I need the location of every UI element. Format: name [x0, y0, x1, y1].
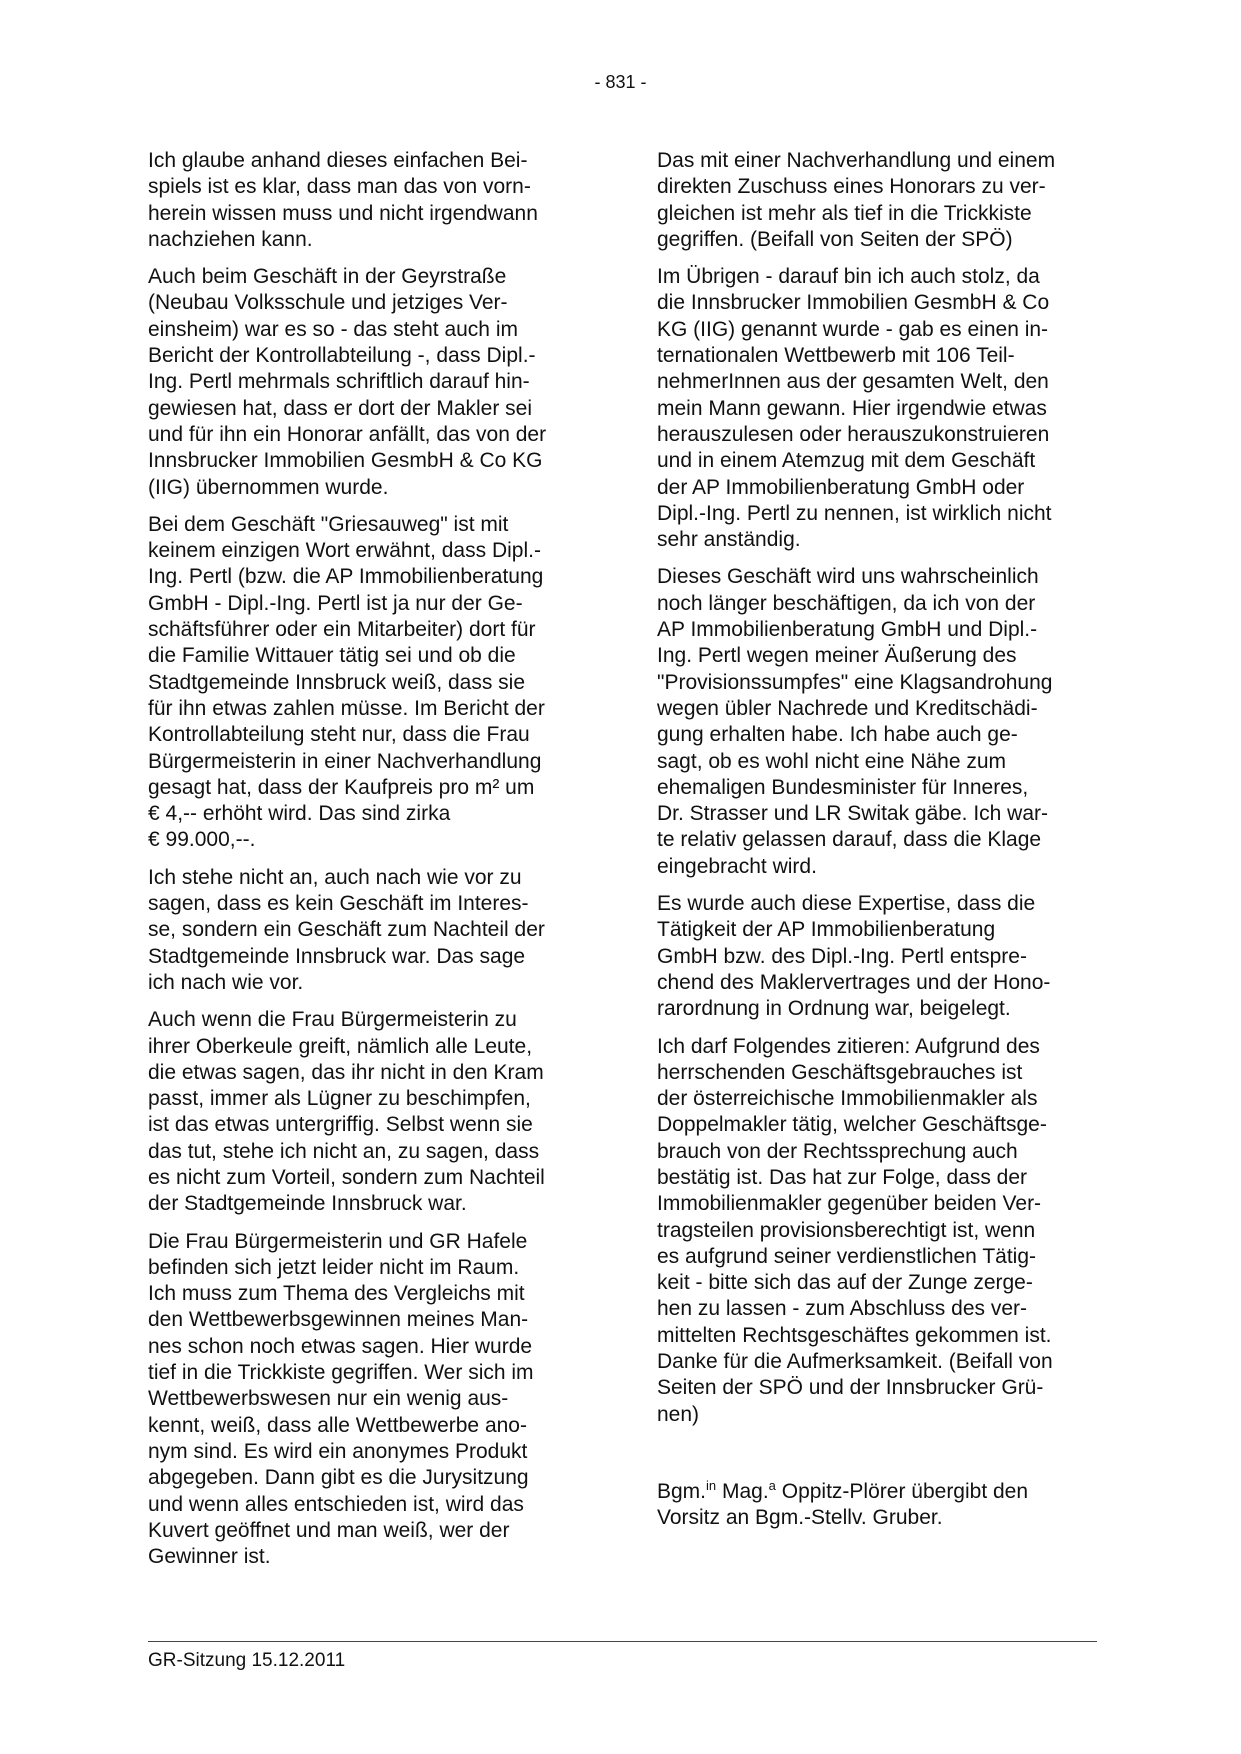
- paragraph: Ich darf Folgendes zitieren: Aufgrund des herrschenden Geschäftsgebrauches ist der österreichische Immobilienmakler als Doppelmakler tätig, welcher Geschäftsge- brauch von der Rechtssprechung auch bestätig ist. Das hat zur Folge, dass der Immobilienmakler gegenüber beiden Ver- tragsteilen provisionsberechtigt ist, wenn es aufgrund seiner verdienstlichen Tätig- keit - bitte sich das auf der Zunge zerge- hen zu lassen - zum Abschluss des ver- mittelten Rechtsgeschäftes gekommen ist. Danke für die Aufmerksamkeit. (Beifall von Seiten der SPÖ und der Innsbrucker Grü- nen): [657, 1034, 1053, 1426]
- statement-title: Bgm.: [657, 1479, 707, 1503]
- left-column: [148, 148, 588, 1581]
- paragraph: Bei dem Geschäft "Griesauweg" ist mit keinem einzigen Wort erwähnt, dass Dipl.- Ing. Pertl (bzw. die AP Immobilienberatung GmbH - Dipl.-Ing. Pertl ist ja nur der Ge- schäftsführer oder ein Mitarbeiter) dort für die Familie Wittauer tätig sei und ob die Stadtgemeinde Innsbruck weiß, dass sie für ihn etwas zahlen müsse. Im Bericht der Kontrollabteilung steht nur, dass die Frau Bürgermeisterin in einer Nachverhandlung gesagt hat, dass der Kaufpreis pro m² um € 4,-- erhöht wird. Das sind zirka € 99.000,--.: [148, 512, 545, 852]
- paragraph: Es wurde auch diese Expertise, dass die Tätigkeit der AP Immobilienberatung GmbH bzw. des Dipl.-Ing. Pertl entspre- chend des Maklervertrages und der Hono- rarordnung in Ordnung war, beigelegt.: [657, 892, 1051, 1021]
- paragraph: Dieses Geschäft wird uns wahrscheinlich noch länger beschäftigen, da ich von der AP Immobilienberatung GmbH und Dipl.- Ing. Pertl wegen meiner Äußerung des "Provisionssumpfes" eine Klagsandrohung wegen übler Nachrede und Kreditschädi- gung erhalten habe. Ich habe auch ge- sagt, ob es wohl nicht eine Nähe zum ehemaligen Bundesminister für Inneres, Dr. Strasser und LR Switak gäbe. Ich war- te relativ gelassen darauf, dass die Klage eingebracht wird.: [657, 565, 1053, 878]
- paragraph: Auch wenn die Frau Bürgermeisterin zu ihrer Oberkeule greift, nämlich alle Leute, die etwas sagen, das ihr nicht in den Kram passt, immer als Lügner zu beschimpfen, ist das etwas untergriffig. Selbst wenn sie das tut, stehe ich nicht an, zu sagen, dass es nicht zum Vorteil, sondern zum Nachteil der Stadtgemeinde Innsbruck war.: [148, 1008, 545, 1216]
- statement-degree: Mag.: [716, 1479, 769, 1503]
- footer-session-date: GR-Sitzung 15.12.2011: [148, 1650, 346, 1671]
- paragraph: Die Frau Bürgermeisterin und GR Hafele befinden sich jetzt leider nicht im Raum. Ich muss zum Thema des Vergleichs mit den Wettbewerbsgewinnen meines Man- nes schon noch etwas sagen. Hier wurde tief in die Trickkiste gegriffen. Wer sich im Wettbewerbswesen nur ein wenig aus- kennt, weiß, dass alle Wettbewerbe ano- nym sind. Es wird ein anonymes Produkt abgegeben. Dann gibt es die Jurysitzung und wenn alles entschieden ist, wird das Kuvert geöffnet und man weiß, wer der Gewinner ist.: [148, 1229, 534, 1569]
- statement-rest: Oppitz-Plörer übergibt den: [775, 1479, 1029, 1503]
- statement-degree-sup: a: [768, 1477, 776, 1493]
- page-number: - 831 -: [594, 72, 647, 92]
- paragraph: Das mit einer Nachverhandlung und einem direkten Zuschuss eines Honorars zu ver- gleichen ist mehr als tief in die Trickkiste gegriffen. (Beifall von Seiten der SPÖ): [657, 149, 1056, 251]
- paragraph: Ich stehe nicht an, auch nach wie vor zu sagen, dass es kein Geschäft im Interes- se, sondern ein Geschäft zum Nachteil der Stadtgemeinde Innsbruck war. Das sage ich nach wie vor.: [148, 865, 545, 994]
- paragraph: Auch beim Geschäft in der Geyrstraße (Neubau Volksschule und jetziges Ver- einsheim) war es so - das steht auch im Bericht der Kontrollabteilung -, dass Dipl.- Ing. Pertl mehrmals schriftlich darauf hin- gewiesen hat, dass er dort der Makler sei und für ihn ein Honorar anfällt, das von der Innsbrucker Immobilien GesmbH & Co KG (IIG) übernommen wurde.: [148, 265, 547, 499]
- statement-title-sup: in: [706, 1477, 717, 1493]
- statement-line2: Vorsitz an Bgm.-Stellv. Gruber.: [657, 1506, 943, 1530]
- paragraph: Im Übrigen - darauf bin ich auch stolz, da die Innsbrucker Immobilien GesmbH & Co KG (IIG) genannt wurde - gab es einen in- ternationalen Wettbewerb mit 106 Teil- nehmerInnen aus der gesamten Welt, den mein Mann gewann. Hier irgendwie etwas herauszulesen oder herauszukonstruieren und in einem Atemzug mit dem Geschäft der AP Immobilienberatung GmbH oder Dipl.-Ing. Pertl zu nennen, ist wirklich nicht sehr anständig.: [657, 265, 1052, 552]
- footer-divider: [148, 1641, 1097, 1642]
- right-column: [657, 148, 1097, 1543]
- paragraph: Ich glaube anhand dieses einfachen Bei- spiels ist es klar, dass man das von vorn- herein wissen muss und nicht irgendwann nachziehen kann.: [148, 149, 538, 251]
- chair-handover-statement: [657, 1479, 1097, 1532]
- spacer: [657, 1439, 1097, 1479]
